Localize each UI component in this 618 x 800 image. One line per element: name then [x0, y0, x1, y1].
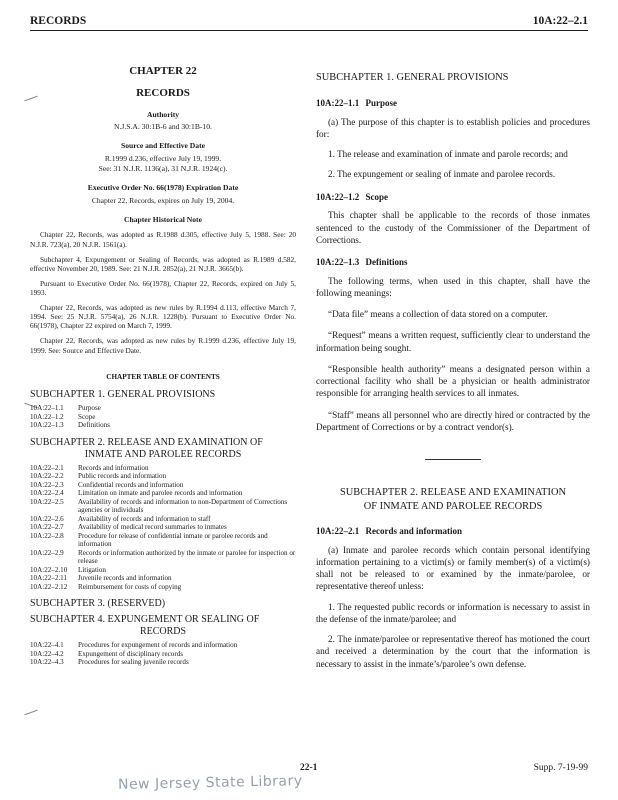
chapter-title: RECORDS — [136, 87, 190, 100]
section-heading — [316, 257, 590, 269]
authority-heading: Authority — [146, 109, 180, 119]
toc-section-number: 10A:22–2.1 — [30, 463, 64, 472]
left-column — [30, 58, 296, 667]
toc-list — [30, 641, 296, 667]
toc-section-title: Procedure for release of confidential inmate or parolee records and information — [78, 531, 268, 549]
toc-entry — [30, 464, 296, 473]
toc-subchapter-heading: SUBCHAPTER 3. (RESERVED) — [30, 598, 166, 610]
toc-section-number: 10A:22–1.2 — [30, 412, 64, 421]
toc-section-title: Records and information — [78, 463, 149, 472]
toc-entry — [30, 404, 296, 413]
section-paragraph: (a) The purpose of this chapter is to establish policies and procedures for: — [316, 116, 590, 139]
toc-section-title: Availability of records and information to non-Department of Corrections agencies or individuals — [78, 497, 288, 515]
toc-section-title: Public records and information — [78, 472, 167, 481]
toc-section-title: Litigation — [78, 565, 106, 574]
supplement-date: Supp. 7-19-99 — [533, 763, 588, 773]
toc-section-number: 10A:22–2.7 — [30, 523, 64, 532]
toc-entry — [30, 472, 296, 481]
historical-note: Pursuant to Executive Order No. 66(1978), Chapter 22, Records, expired on July 5, 1993. — [30, 278, 296, 298]
historical-note: Chapter 22, Records, was adopted as new rules by R.1999 d.236, effective July 19, 1999. See: Source and Effective Date. — [30, 336, 296, 355]
toc-entry — [30, 481, 296, 490]
section-heading — [316, 192, 590, 204]
toc-section-number: 10A:22–4.3 — [30, 658, 64, 667]
toc-section-number: 10A:22–2.11 — [30, 574, 67, 583]
definition-paragraph: “Responsible health authority” means a designated person within a correctional facility who shall be a physician or health administrator responsible for arranging health services to all inmates. — [316, 363, 590, 399]
toc-section-title: Expungement of disciplinary records — [78, 649, 183, 658]
authority-text: N.J.S.A. 30:1B-6 and 30:1B-10. — [114, 122, 212, 132]
section-number: 10A:22–1.2 — [316, 191, 360, 202]
executive-order-text: Chapter 22, Records, expires on July 19, 2004. — [91, 195, 235, 205]
historical-note: Chapter 22, Records, was adopted as R.1988 d.305, effective July 5, 1988. See: 20 N.J.R. 723(a), 20 N.J.R. 1561(a). — [30, 230, 296, 249]
section-paragraph: The following terms, when used in this chapter, shall have the following meanings: — [316, 275, 590, 298]
toc-entry — [30, 413, 296, 422]
toc-section-title: Definitions — [78, 421, 110, 430]
toc-entry — [30, 566, 296, 575]
section-title: Purpose — [365, 98, 397, 108]
source-line: R.1999 d.236, effective July 19, 1999. — [104, 154, 222, 164]
table-of-contents-heading: CHAPTER TABLE OF CONTENTS — [106, 372, 220, 381]
section-title: Scope — [365, 191, 388, 202]
section-divider — [425, 459, 481, 460]
subchapter-2-title: SUBCHAPTER 2. RELEASE AND EXAMINATION OF INMATE AND PAROLEE RECORDS — [340, 487, 566, 512]
executive-order-heading: Executive Order No. 66(1978) Expiration Date — [87, 182, 239, 192]
toc-entry — [30, 498, 296, 515]
toc-entry — [30, 515, 296, 524]
toc-entry — [30, 421, 296, 430]
toc-section-title: Confidential records and information — [78, 480, 184, 489]
section-number: 10A:22–2.1 — [316, 526, 360, 537]
toc-section-number: 10A:22–2.10 — [30, 565, 68, 574]
toc-section-title: Records or information authorized by the inmate or parolee for inspection or release — [78, 548, 296, 566]
section-title: Records and information — [365, 526, 462, 537]
toc-list — [30, 464, 296, 592]
toc-entry — [30, 650, 296, 659]
toc-section-title: Juvenile records and information — [78, 574, 172, 583]
toc-section-title: Availability of medical record summaries to inmates — [78, 523, 227, 532]
toc-section-number: 10A:22–4.2 — [30, 649, 64, 658]
toc-list — [30, 404, 296, 430]
toc-section-number: 10A:22–2.8 — [30, 531, 64, 540]
toc-section-number: 10A:22–2.5 — [30, 497, 64, 506]
historical-note: Chapter 22, Records, was adopted as new rules by R.1994 d.113, effective March 7, 1994. See: 25 N.J.R. 5754(a), 26 N.J.R. 1228(b). Pursuant to Executive Order No. 66(1978), Chapter 22 expired on March 7, 1999. — [30, 303, 296, 331]
page-number: 22-1 — [300, 763, 318, 773]
toc-section-title: Procedures for sealing juvenile records — [78, 658, 189, 667]
section-number: 10A:22–1.3 — [316, 257, 360, 268]
source-line: See: 31 N.J.R. 1136(a), 31 N.J.R. 1924(c). — [98, 164, 228, 174]
toc-section-number: 10A:22–4.1 — [30, 641, 64, 650]
scan-mark — [24, 710, 37, 716]
toc-subchapter-heading: SUBCHAPTER 4. EXPUNGEMENT OR SEALING OF RECORDS — [30, 614, 260, 638]
toc-section-title: Procedures for expungement of records and information — [78, 641, 238, 650]
toc-entry — [30, 658, 296, 667]
section-heading — [316, 526, 590, 538]
toc-entry — [30, 574, 296, 583]
historical-note: Subchapter 4, Expungement or Sealing of Records, was adopted as R.1989 d.582, effective November 20, 1989. See: 21 N.J.R. 2852(a), 21 N.J.R. 3665(b). — [30, 254, 296, 273]
toc-section-number: 10A:22–2.4 — [30, 489, 64, 498]
toc-section-number: 10A:22–1.1 — [30, 404, 64, 413]
section-paragraph: This chapter shall be applicable to the records of those inmates sentenced to the custody of the Commissioner of the Department of Corrections. — [316, 210, 590, 245]
toc-section-number: 10A:22–2.12 — [30, 582, 68, 591]
running-head — [30, 14, 588, 30]
list-item: 1. The release and examination of inmate and parole records; and — [328, 149, 568, 160]
toc-section-number: 10A:22–2.6 — [30, 514, 64, 523]
definition-paragraph: “Data file” means a collection of data stored on a computer. — [328, 309, 548, 320]
section-title: Definitions — [365, 257, 408, 268]
toc-entry — [30, 532, 296, 549]
toc-entry — [30, 489, 296, 498]
running-head-title: RECORDS — [30, 15, 87, 27]
toc-entry — [30, 641, 296, 650]
subchapter-1-title: SUBCHAPTER 1. GENERAL PROVISIONS — [316, 72, 509, 83]
section-number: 10A:22–1.1 — [316, 98, 360, 108]
definition-paragraph: “Staff” means all personnel who are directly hired or contracted by the Department of Corrections or by a contract vendor(s). — [316, 409, 590, 432]
toc-subchapter-heading: SUBCHAPTER 1. GENERAL PROVISIONS — [30, 389, 216, 401]
list-item: 2. The inmate/parolee or representative thereof has motioned the court and received a determination by the court that the information is necessary to assist in the inmate’s/parolee’s own defense. — [316, 634, 590, 669]
toc-section-number: 10A:22–2.9 — [30, 548, 64, 557]
source-heading: Source and Effective Date — [120, 141, 205, 151]
header-rule — [30, 30, 588, 31]
section-heading — [316, 98, 590, 110]
toc-section-number: 10A:22–1.3 — [30, 421, 64, 430]
toc-entry — [30, 549, 296, 566]
toc-section-number: 10A:22–2.2 — [30, 472, 64, 481]
toc-section-title: Availability of records and information to staff — [78, 514, 211, 523]
page-footer — [30, 762, 588, 782]
list-item: 2. The expungement or sealing of inmate and parolee records. — [328, 169, 556, 180]
toc-section-title: Limitation on inmate and parolee records and information — [78, 489, 243, 498]
chapter-number: CHAPTER 22 — [129, 65, 197, 77]
section-paragraph: (a) Inmate and parolee records which contain personal identifying information pertaining to a victim(s) or family member(s) of a victim(s) shall not be released to or examined by the inmate/parolee, or representative thereof unless: — [316, 544, 590, 592]
library-stamp: New Jersey State Library — [117, 773, 303, 793]
toc-entry — [30, 583, 296, 592]
toc-section-title: Reimbursement for costs of copying — [78, 582, 182, 591]
historical-note-heading: Chapter Historical Note — [124, 214, 202, 224]
right-column — [316, 68, 590, 670]
running-head-section: 10A:22–2.1 — [532, 15, 588, 27]
toc-section-title: Purpose — [78, 404, 101, 413]
toc-subchapter-heading: SUBCHAPTER 2. RELEASE AND EXAMINATION OF INMATE AND PAROLEE RECORDS — [30, 436, 263, 460]
definition-paragraph: “Request” means a written request, sufficiently clear to understand the information being sought. — [316, 330, 590, 353]
list-item: 1. The requested public records or information is necessary to assist in the defense of the inmate/parolee; and — [316, 601, 590, 624]
toc-section-title: Scope — [78, 412, 96, 421]
toc-section-number: 10A:22–2.3 — [30, 480, 64, 489]
toc-entry — [30, 523, 296, 532]
